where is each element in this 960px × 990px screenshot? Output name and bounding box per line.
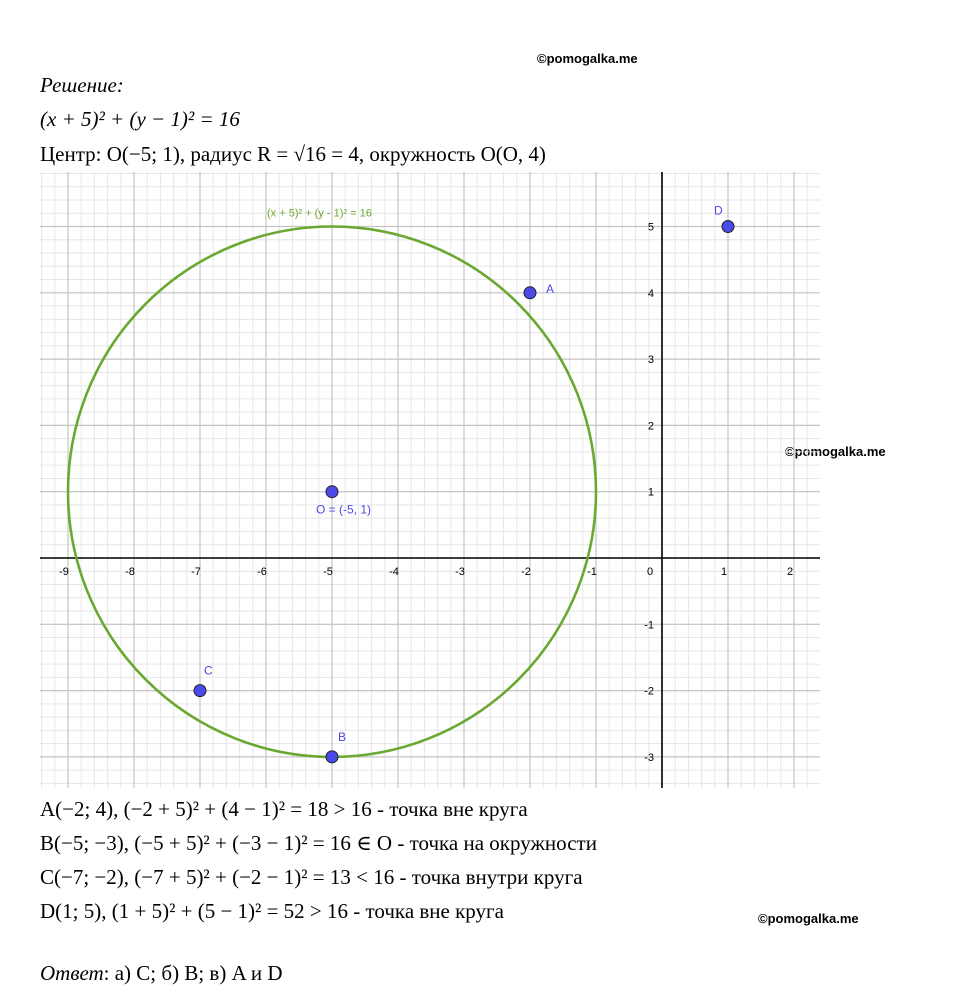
y-tick-label: 3	[647, 354, 654, 367]
answer-text: : а) C; б) B; в) A и D	[103, 961, 283, 985]
solution-heading: Решение:	[40, 73, 124, 97]
watermark-bottom: ©pomogalka.me	[758, 911, 859, 926]
y-tick-label: -3	[644, 751, 654, 764]
point-c-marker	[194, 685, 206, 697]
x-tick-label: -6	[257, 566, 267, 578]
check-point-c: C(−7; −2), (−7 + 5)² + (−2 − 1)² = 13 < 16 - точка внутри круга	[40, 865, 583, 889]
check-point-b: B(−5; −3), (−5 + 5)² + (−3 − 1)² = 16 ∈ O - точка на окружности	[40, 831, 597, 855]
y-tick-label: 5	[647, 221, 654, 234]
x-tick-label: -1	[587, 566, 597, 578]
center-radius-line: Центр: O(−5; 1), радиус R = √16 = 4, окружность O(O, 4)	[40, 142, 546, 166]
x-tick-label: 0	[646, 566, 654, 578]
point-o-marker	[326, 486, 338, 498]
point-o-label: O = (-5, 1)	[316, 502, 372, 517]
y-tick-label: 2	[647, 420, 654, 433]
point-b-label: B	[338, 729, 347, 744]
check-point-d: D(1; 5), (1 + 5)² + (5 − 1)² = 52 > 16 - точка вне круга	[40, 899, 504, 923]
x-tick-label: 1	[720, 566, 728, 578]
watermark-middle: ©pomogalka.me	[785, 444, 886, 459]
y-tick-label: -2	[644, 685, 654, 698]
x-tick-label: -2	[521, 566, 531, 578]
x-tick-label: -9	[59, 566, 69, 578]
point-a-marker	[524, 287, 536, 299]
x-tick-label: 2	[786, 566, 794, 578]
x-tick-label: -7	[191, 566, 201, 578]
circle-equation: (x + 5)² + (y − 1)² = 16	[40, 107, 240, 131]
point-b-marker	[326, 751, 338, 763]
circle-equation-label: (x + 5)² + (y - 1)² = 16	[267, 207, 372, 220]
y-tick-label: 1	[647, 486, 654, 499]
x-tick-label: -3	[455, 566, 465, 578]
answer-line	[40, 961, 282, 986]
x-tick-label: -4	[389, 566, 399, 578]
point-d-marker	[722, 221, 734, 233]
y-tick-label: -1	[644, 619, 654, 632]
check-point-a: A(−2; 4), (−2 + 5)² + (4 − 1)² = 18 > 16 - точка вне круга	[40, 797, 528, 821]
y-tick-label: 4	[647, 287, 654, 300]
x-tick-label: -8	[125, 566, 135, 578]
point-d-label: D	[714, 203, 723, 218]
point-a-label: A	[546, 281, 555, 296]
point-c-label: C	[204, 663, 213, 678]
watermark-top: ©pomogalka.me	[537, 51, 638, 66]
x-tick-label: -5	[323, 566, 333, 578]
answer-label: Ответ	[40, 961, 104, 985]
